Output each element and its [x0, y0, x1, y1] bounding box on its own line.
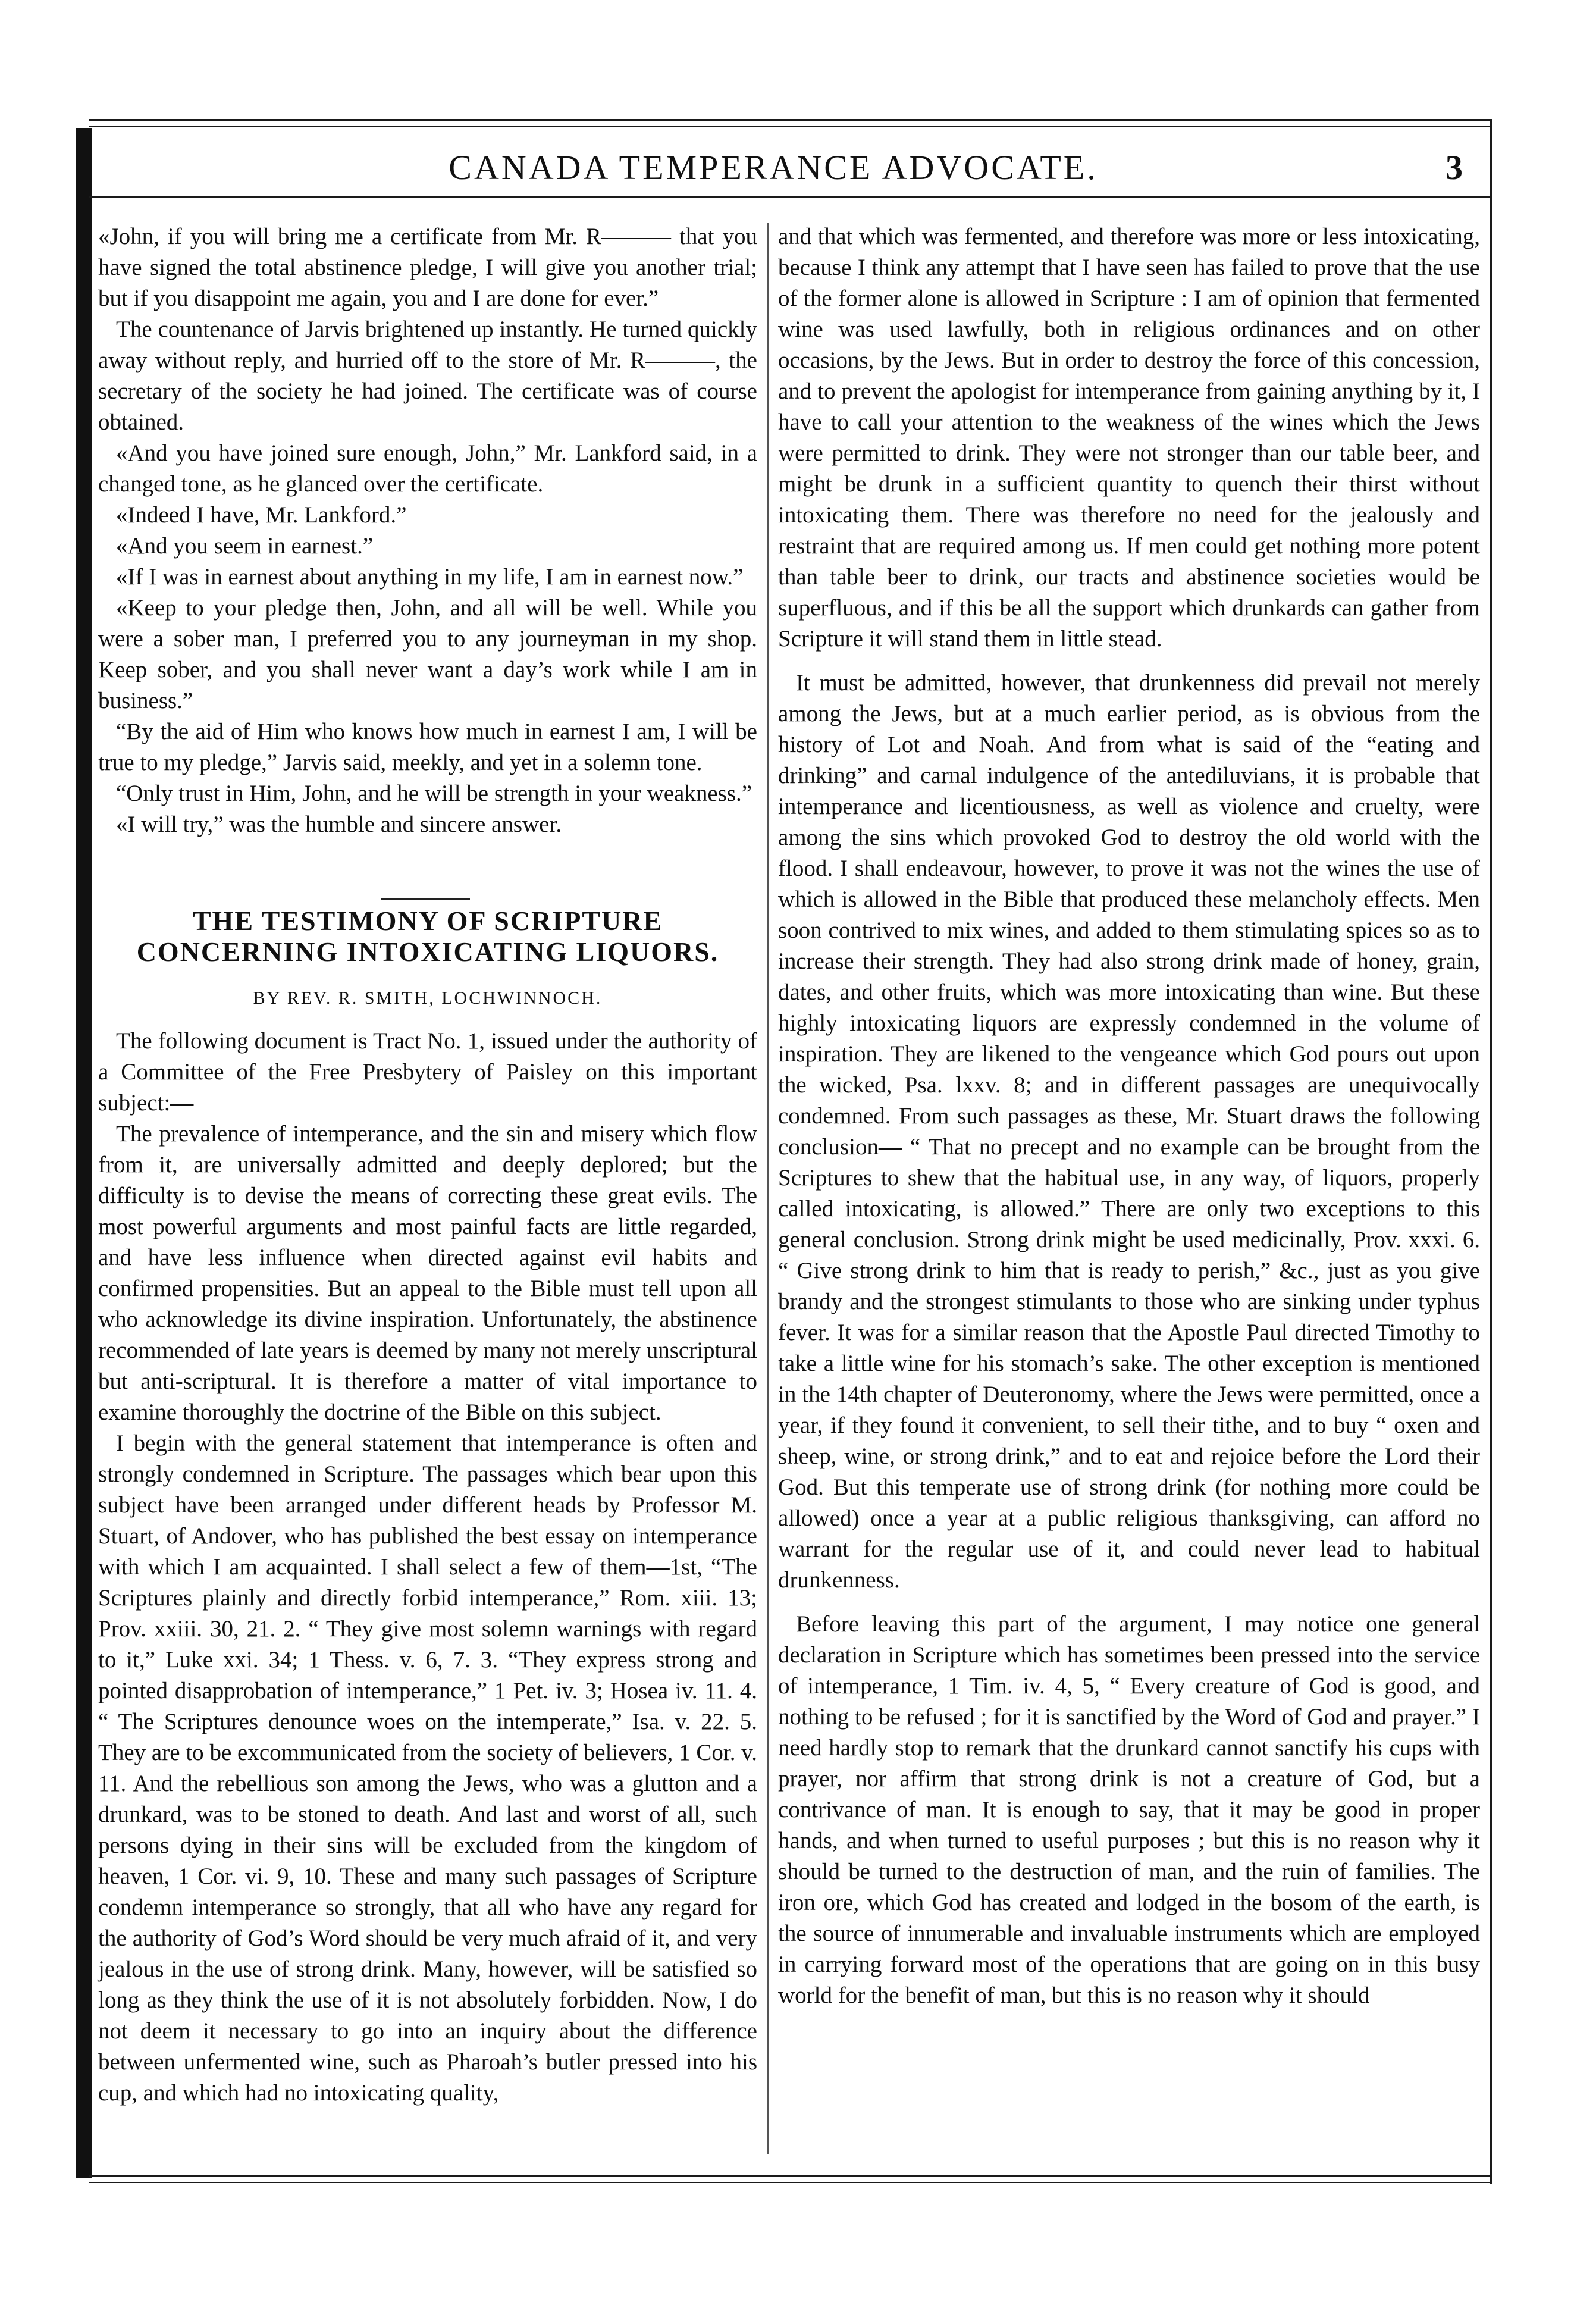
story-paragraph: «Indeed I have, Mr. Lankford.” — [116, 502, 407, 528]
article-paragraph: Before leaving this part of the argument, I may notice one general declaration in Scripture which has sometimes been pressed into the service of intemperance, 1 Tim. iv. 4, 5, “ Every creature of God is good, and nothing to be refused ; for it is sanctified by the Word of God and prayer.” I need hardly stop to remark that the drunkard cannot sanctify his cups with prayer, nor affirm that strong drink is not a creature of God, but a contrivance of man. It is enough to say, that it may be good in proper hands, and when turned to useful purposes ; but this is no reason why it should be turned to the destruction of man, and the ruin of families. The iron ore, which God has created and lodged in the bosom of the earth, is the source of innumerable and invaluable instruments which are employed in carrying forward most of the operations that are going on in this busy world for the benefit of man, but this is no reason why it should — [778, 1611, 1480, 2008]
article-paragraph: It must be admitted, however, that drunkenness did prevail not merely among the Jews, but at a much earlier period, as is obvious from the history of Lot and Noah. And from what is said of the “eating and drinking” and carnal indulgence of the antediluvians, it is probable that intemperance and licentiousness, as well as violence and cruelty, were among the sins which provoked God to destroy the old world with the flood. I shall endeavour, however, to prove it was not the wines the use of which is allowed in the Bible that produced these melancholy effects. Men soon contrived to mix wines, and added to them stimulating spices so as to increase their strength. They had also strong drink made of honey, grain, dates, and other fruits, which was more intoxicating than wine. But these highly intoxicating liquors are expressly condemned in the volume of inspiration. They are likened to the vengeance which God pours out upon the wicked, Psa. lxxv. 8; and in different passages are unequivocally condemned. From such passages as these, Mr. Stuart draws the following conclusion— “ That no precept and no example can be brought from the Scriptures to shew that the habitual use, in any way, of liquors, properly called intoxicating, is allowed.” There are only two exceptions to this general conclusion. Strong drink might be used medicinally, Prov. xxxi. 6. “ Give strong drink to him that is ready to perish,” &c., just as you give brandy and the strongest stimulants to those who are sinking under typhus fever. It was for a similar reason that the Apostle Paul directed Timothy to take a little wine for his stomach’s sake. The other exception is mentioned in the 14th chapter of Deuteronomy, where the Jews were permitted, once a year, if they found it convenient, to sell their tithe, and to buy “ oxen and sheep, wine, or strong drink,” and to eat and rejoice before the Lord their God. But this temperate use of strong drink (for nothing more could be allowed) once a year at a public religious thanksgiving, can afford no warrant for the regular use of it, and could never lead to habitual drunkenness. — [778, 670, 1480, 1593]
header-rule — [89, 196, 1490, 198]
bottom-rule-thin — [89, 2182, 1490, 2183]
article-paragraph: and that which was fermented, and therefore was more or less intoxicating, because I think any attempt that I have seen has failed to prove that the use of the former alone is allowed in Scripture : I am of opinion that fermented wine was used lawfully, both in religious ordinances and on other occasions, by the Jews. But in order to destroy the force of this concession, and to prevent the apologist for intemperance from gaining anything by it, I have to call your attention to the weakness of the wines which the Jews were permitted to drink. They were not stronger than our table beer, and might be drunk in a sufficient quantity to quench their thirst without intoxicating them. There was therefore no need for the jealously and restraint that are required among us. If men could get nothing more potent than table beer to drink, our tracts and abstinence societies would be superfluous, and if this be all the support which drunkards can gather from Scripture it will stand them in little stead. — [778, 224, 1480, 652]
story-paragraph: «Keep to your pledge then, John, and all will be well. While you were a sober man, I preferred you to any journeyman in my shop. Keep sober, and you shall never want a day’s work while I am in business.” — [98, 595, 757, 713]
scan-binding-edge — [76, 128, 92, 2178]
top-rule-thin — [89, 126, 1490, 127]
story-paragraph: “Only trust in Him, John, and he will be strength in your weakness.” — [116, 781, 752, 806]
story-paragraph: «And you have joined sure enough, John,” Mr. Lankford said, in a changed tone, as he glanced over the certificate. — [98, 440, 757, 497]
story-paragraph: «If I was in earnest about anything in my life, I am in earnest now.” — [116, 564, 744, 590]
left-column — [98, 221, 757, 2109]
article-paragraph: The following document is Tract No. 1, issued under the authority of a Committee of the Free Presbytery of Paisley on this important subject:— — [98, 1028, 757, 1116]
article-paragraph: The prevalence of intemperance, and the sin and misery which flow from it, are universally admitted and deeply deplored; but the difficulty is to devise the means of correcting these great evils. The most powerful arguments and most painful facts are little regarded, and have less influence when directed against evil habits and confirmed propensities. But an appeal to the Bible must tell upon all who acknowledge its divine inspiration. Unfortunately, the abstinence recommended of late years is deemed by many not merely unscriptural but anti-scriptural. It is therefore a matter of vital importance to examine thoroughly the doctrine of the Bible on this subject. — [98, 1121, 757, 1425]
bottom-rule — [89, 2175, 1490, 2177]
story-paragraph: “By the aid of Him who knows how much in earnest I am, I will be true to my pledge,” Jarvis said, meekly, and yet in a solemn tone. — [98, 719, 757, 775]
story-paragraph: «John, if you will bring me a certificate from Mr. R——— that you have signed the total abstinence pledge, I will give you another trial; but if you disappoint me again, you and I are done for ever.” — [98, 224, 757, 311]
article-byline: BY REV. R. SMITH, LOCHWINNOCH. — [253, 988, 603, 1008]
article-heading: THE TESTIMONY OF SCRIPTURE CONCERNING INTOXICATING LIQUORS. — [136, 906, 719, 967]
story-paragraph: «I will try,” was the humble and sincere answer. — [116, 812, 562, 837]
article-paragraph: I begin with the general statement that intemperance is often and strongly condemned in Scripture. The passages which bear upon this subject have been arranged under different heads by Professor M. Stuart, of Andover, who has published the best essay on intemperance with which I am acquainted. I shall select a few of them—1st, “The Scriptures plainly and directly forbid intemperance,” Rom. xiii. 13; Prov. xxiii. 30, 21. 2. “ They give most solemn warnings with regard to it,” Luke xxi. 34; 1 Thess. v. 6, 7. 3. “They express strong and pointed disapprobation of intemperance,” 1 Pet. iv. 3; Hosea iv. 11. 4. “ The Scriptures denounce woes on the intemperate,” Isa. v. 22. 5. They are to be excommunicated from the society of believers, 1 Cor. v. 11. And the rebellious son among the Jews, who was a glutton and a drunkard, was to be stoned to death. And last and worst of all, such persons dying in their sins will be excluded from the kingdom of heaven, 1 Cor. vi. 9, 10. These and many such passages of Scripture condemn intemperance so strongly, that all who have any regard for the authority of God’s Word should be very much afraid of it, and very jealous in the use of strong drink. Many, however, will be satisfied so long as they think the use of it is not absolutely forbidden. Now, I do not deem it necessary to go into an inquiry about the difference between unfermented wine, such as Pharoah’s butler pressed into his cup, and which had no intoxicating quality, — [98, 1430, 757, 2106]
story-paragraph: The countenance of Jarvis brightened up instantly. He turned quickly away without reply, and hurried off to the store of Mr. R———, the secretary of the society he had joined. The certificate was of course obtained. — [98, 317, 757, 435]
page-number: 3 — [1446, 148, 1463, 187]
story-paragraph: «And you seem in earnest.” — [116, 533, 374, 559]
right-border-rule — [1490, 119, 1492, 2184]
top-rule — [89, 119, 1490, 121]
right-column — [778, 221, 1480, 2011]
page-title: CANADA TEMPERANCE ADVOCATE. — [449, 148, 1098, 187]
column-divider — [767, 223, 769, 2154]
section-divider — [381, 898, 470, 900]
